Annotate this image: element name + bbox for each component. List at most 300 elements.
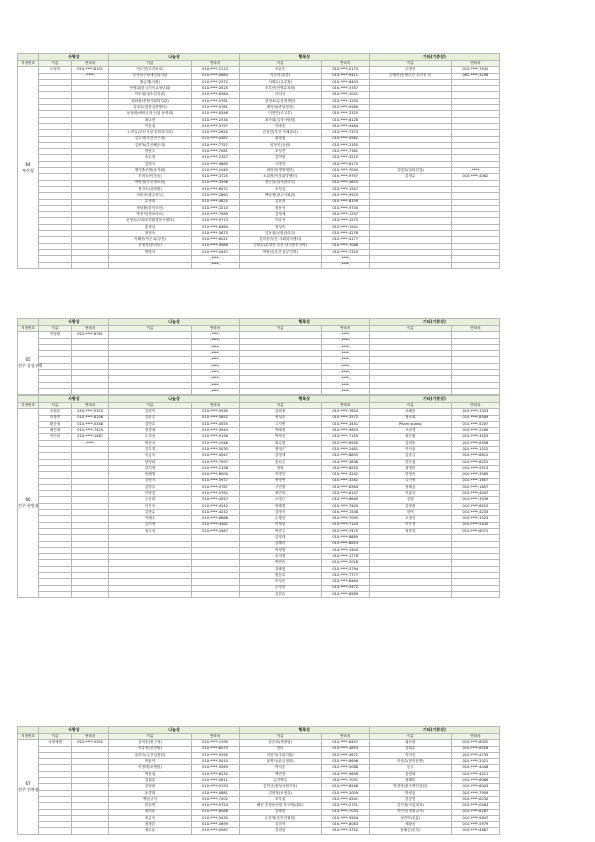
contact-cell [451, 262, 499, 268]
category-header: 나눔상 [109, 727, 239, 734]
contact-cell: 010-****-3725 [191, 174, 239, 180]
contact-cell: 010-****-5442 [451, 522, 499, 528]
contact-cell: 010-****-3525 [451, 434, 499, 440]
contact-cell: 010-****-3210 [321, 155, 369, 161]
contact-cell: 010-****-5035 [191, 447, 239, 453]
contact-cell: 010-****-3210 [191, 205, 239, 211]
name-cell: 유정희 [109, 199, 191, 205]
contact-cell: 010-****-2863 [191, 193, 239, 199]
name-cell [369, 388, 451, 394]
contact-cell: -****- [191, 370, 239, 376]
contact-cell: 010-****-2572 [191, 79, 239, 85]
name-cell [39, 388, 72, 394]
name-cell: 한상미 [39, 415, 72, 421]
contact-cell: 010-****-8812 [451, 453, 499, 459]
section-number: 64 [25, 161, 31, 167]
contact-cell: 010-****-3672 [321, 752, 369, 758]
name-cell: 박종석(정보의료) [109, 212, 191, 218]
contact-cell [191, 591, 239, 597]
name-cell: 이도연(주간보호) [109, 67, 191, 73]
contact-cell: -****- [191, 338, 239, 344]
contact-cell: 010-****-5787 [321, 86, 369, 92]
contact-cell: 010-****-1776 [321, 554, 369, 560]
contact-cell: 010-****-2357 [191, 155, 239, 161]
name-cell: 김미숙 [369, 440, 451, 446]
name-cell: 이동섭 [109, 123, 191, 129]
contact-cell: -****- [191, 388, 239, 394]
contact-cell: 010-****-6384 [191, 224, 239, 230]
category-header: 기타(기증상) [369, 727, 499, 734]
contact-cell: -****- [321, 370, 369, 376]
contact-cell: 010-****-5811 [191, 778, 239, 784]
contact-cell: 010-****-9713 [191, 218, 239, 224]
contact-cell: 010-****-8649 [321, 497, 369, 503]
name-cell: 김종수 [109, 510, 191, 516]
contact-cell: -****- [191, 351, 239, 357]
name-cell: 이찬지(주임지원) [239, 752, 321, 758]
name-cell: 조부산(선명유치원) [239, 86, 321, 92]
contact-cell: 010-****-8888 [191, 516, 239, 522]
name-cell: 조혜순 [369, 409, 451, 415]
contact-cell: 010-****-7777 [321, 573, 369, 579]
contact-cell: 010-****-2260 [451, 428, 499, 434]
table-row [18, 591, 500, 597]
contact-cell: 010-****-7040 [321, 168, 369, 174]
name-cell: 나기영 [369, 478, 451, 484]
contact-cell: -****- [321, 382, 369, 388]
contact-cell: 010-****-1040 [191, 168, 239, 174]
name-cell: 정소희 [369, 415, 451, 421]
name-cell: 강지영 [109, 465, 191, 471]
name-cell: 서은숙 [109, 503, 191, 509]
name-cell: 송정자(중리동) [109, 243, 191, 249]
name-cell: 정영미 [369, 465, 451, 471]
contact-cell: 010-****-8000 [191, 472, 239, 478]
contact-cell: 010-****-6584 [191, 92, 239, 98]
table-row [18, 828, 500, 834]
contact-cell: 010-****-7374 [321, 130, 369, 136]
contact-cell: -****- [321, 357, 369, 363]
contact-cell: 010-****-7033 [321, 809, 369, 815]
contact-cell: 010-****-4555 [191, 421, 239, 427]
name-cell: 최가희(실지사랑원) [239, 117, 321, 123]
contact-cell: 010-****-6230 [451, 796, 499, 802]
name-cell: 김행선(동행부산 부산진구) [369, 73, 451, 79]
contact-cell: 010-****-8206 [71, 415, 109, 421]
name-cell: 배은희 [39, 428, 72, 434]
column-header: 연락처 [71, 734, 109, 740]
section-number: 67 [25, 781, 31, 787]
section-label [18, 67, 39, 269]
name-cell: 백남규석 [109, 796, 191, 802]
contact-cell: -****- [191, 256, 239, 262]
contact-cell: 010-****-7440 [321, 503, 369, 509]
contact-cell: 010-****-7095 [321, 516, 369, 522]
contact-cell: 010-****-3242 [321, 472, 369, 478]
name-cell: 조우섭 [239, 796, 321, 802]
section-region: 전주 진북점 [18, 787, 39, 793]
name-cell: 손행선 [239, 516, 321, 522]
contact-cell: 010-****-3565 [451, 472, 499, 478]
contact-cell: 010-****-5847 [451, 815, 499, 821]
contact-cell: 010-****-7202 [191, 796, 239, 802]
contact-cell: 010-****-1257 [321, 212, 369, 218]
name-cell: 백남정(광주사회관) [239, 193, 321, 199]
contact-cell: 010-****-8855 [321, 453, 369, 459]
category-header: 나눔상 [109, 54, 239, 61]
contact-cell: -****- [191, 376, 239, 382]
contact-cell: 010-****-5310 [71, 409, 109, 415]
name-cell: 박영정(부산정보원) [109, 180, 191, 186]
column-header: 연락처 [71, 403, 109, 409]
contact-cell: 010-****-8083 [321, 822, 369, 828]
name-cell: 김영기 [109, 478, 191, 484]
name-cell: 황금례(서원) [109, 79, 191, 85]
name-cell: 김영식 [239, 510, 321, 516]
name-cell: 김정수 [369, 174, 451, 180]
category-header: 행복상 [239, 396, 369, 403]
name-cell: 이유석 [239, 218, 321, 224]
contact-cell: 010-****-7475 [321, 528, 369, 534]
name-cell: 김영정(조정실) [239, 790, 321, 796]
contact-cell: 010-****-4487 [191, 528, 239, 534]
contact-cell: 010-****-8066 [451, 778, 499, 784]
column-header: 이름 [39, 403, 72, 409]
name-cell: 원은환 [369, 434, 451, 440]
contact-cell: 010-****-3797 [191, 123, 239, 129]
contact-cell: 010-****-2751 [321, 803, 369, 809]
column-header: 연락처 [321, 403, 369, 409]
contact-cell: 010-****-1250 [321, 98, 369, 104]
column-header: 이름 [109, 326, 191, 332]
name-cell: 이혜주 [109, 516, 191, 522]
name-cell: 정수윤 [109, 828, 191, 834]
contact-cell: 010-****-4986 [191, 243, 239, 249]
name-cell: 해신 후정동선원 학구택(대표) [239, 803, 321, 809]
category-header [18, 396, 39, 403]
contact-cell: 010-****-7425 [71, 428, 109, 434]
name-cell: 송수현 [109, 155, 191, 161]
contact-cell: 010-****-8339 [321, 199, 369, 205]
column-header: 연락처 [71, 326, 109, 332]
column-header: 연락처 [191, 326, 239, 332]
section-region: 전주 한빛청 [18, 503, 39, 509]
name-cell: 오정선 [369, 516, 451, 522]
column-header: 이름 [239, 326, 321, 332]
contact-cell: 010-****-1547 [321, 186, 369, 192]
name-cell: 김문주 [109, 415, 191, 421]
contact-cell: 010-****-8453 [321, 79, 369, 85]
name-cell [369, 591, 451, 597]
contact-cell: 010-****-4233 [451, 510, 499, 516]
column-header: 연락처 [191, 403, 239, 409]
name-cell [239, 262, 321, 268]
contact-cell: 010-****-8072 [451, 528, 499, 534]
contact-cell: 010-****-7381 [321, 149, 369, 155]
category-header: 사랑상 [39, 319, 109, 326]
roster-section [17, 395, 500, 598]
contact-cell: 010-****-5875 [191, 231, 239, 237]
contact-cell: 010-****-1487 [71, 434, 109, 440]
roster-table [17, 53, 500, 269]
name-cell: 이다인 [369, 752, 451, 758]
contact-cell: 010-****-0087 [191, 828, 239, 834]
contact-cell: 010-****-5513 [451, 465, 499, 471]
contact-cell: 010-****-4853 [321, 746, 369, 752]
contact-cell: 010-****-5930 [191, 409, 239, 415]
contact-cell: 010-****-8147 [321, 491, 369, 497]
contact-cell: 010-****-8232 [191, 771, 239, 777]
column-header: 지정번호 [18, 403, 39, 409]
contact-cell: 010-****-3539 [451, 497, 499, 503]
name-cell: 이유정(진장원) [109, 746, 191, 752]
contact-cell: 010-****-9290 [191, 752, 239, 758]
contact-cell: 010-****-1548 [321, 510, 369, 516]
name-cell: 김현수 [239, 591, 321, 597]
contact-cell: 010-****-3569 [191, 765, 239, 771]
name-cell [109, 591, 191, 597]
name-cell: 수전백주 [239, 778, 321, 784]
contact-cell: 010-****-8515 [451, 503, 499, 509]
name-cell: 오영숙 [39, 67, 72, 73]
contact-cell: 010-****-0881 [191, 790, 239, 796]
name-cell: 김윤복 [239, 199, 321, 205]
name-cell: 주영신 [369, 67, 451, 73]
column-header: 연락처 [451, 734, 499, 740]
name-cell: 이은경 [369, 522, 451, 528]
contact-cell: 010-****-7145 [321, 522, 369, 528]
category-header: 나눔상 [109, 396, 239, 403]
section-region: 부산청 [22, 167, 34, 173]
column-header: 이름 [39, 734, 72, 740]
contact-cell: 010-****-3596 [191, 180, 239, 186]
name-cell: 최수영 [239, 440, 321, 446]
column-header: 연락처 [451, 403, 499, 409]
contact-cell: 010-****-9411 [321, 73, 369, 79]
contact-cell: -****- [321, 376, 369, 382]
name-cell: 정영숙 [109, 231, 191, 237]
category-header: 행복상 [239, 319, 369, 326]
contact-cell [451, 388, 499, 394]
contact-cell: 010-****-4448 [451, 765, 499, 771]
column-header: 연락처 [451, 326, 499, 332]
contact-cell: 010-****-2355 [321, 142, 369, 148]
contact-cell [71, 262, 109, 268]
name-cell: 한승희(재정팀) [239, 740, 321, 746]
name-cell: 윤혜승(본부) [369, 828, 451, 834]
name-cell: 한여 [369, 510, 451, 516]
name-cell: 김정수(청풍실종센터) [109, 105, 191, 111]
contact-cell: 010-****-8555 [321, 465, 369, 471]
contact-cell: 010-****-5794 [321, 566, 369, 572]
contact-cell: 010-****-3944 [191, 428, 239, 434]
name-cell: 정정본 [109, 822, 191, 828]
contact-cell: 010-****-6472 [191, 186, 239, 192]
name-cell: 성민아(본분) [369, 815, 451, 821]
name-cell: 양영희 [109, 459, 191, 465]
roster-section [17, 318, 500, 395]
name-cell: 정남환(한진조선) [109, 205, 191, 211]
contact-cell: -****- [321, 256, 369, 262]
name-cell: 김영애 [239, 453, 321, 459]
name-cell: 한승연 [109, 803, 191, 809]
contact-cell: 010-****-5430 [191, 815, 239, 821]
name-cell: 조원준 [39, 409, 72, 415]
contact-cell: 010-****-6128 [321, 117, 369, 123]
name-cell: 박윤이 [109, 759, 191, 765]
name-cell: 이정택(포엠팀) [109, 765, 191, 771]
contact-cell: -****- [321, 332, 369, 338]
contact-cell: 010-****-9724 [191, 803, 239, 809]
name-cell: 김희정 [239, 409, 321, 415]
table-row [18, 262, 500, 268]
contact-cell: 010-****-4047 [191, 453, 239, 459]
section-label [18, 740, 39, 834]
contact-cell: 010-****-8548 [321, 784, 369, 790]
name-cell: 청곤준(복지관리부) [239, 180, 321, 186]
column-header: 이름 [109, 734, 191, 740]
contact-cell [71, 828, 109, 834]
column-header: 지정번호 [18, 326, 39, 332]
name-cell: 박정선 [239, 434, 321, 440]
name-cell: 동주 [369, 765, 451, 771]
category-header: 사랑상 [39, 54, 109, 61]
contact-cell: -****- [451, 168, 499, 174]
name-cell [39, 828, 72, 834]
contact-cell: 010-****-8653 [321, 541, 369, 547]
name-cell: 최미하(생명재단) [239, 168, 321, 174]
column-header: 이름 [39, 326, 72, 332]
contact-cell: 010-****-8088 [191, 809, 239, 815]
contact-cell: 010-****-4462 [191, 522, 239, 528]
contact-cell: 010-****-4887 [451, 828, 499, 834]
name-cell: 현티 [239, 746, 321, 752]
contact-cell: 010-****-4411 [451, 771, 499, 777]
contact-cell: -****- [321, 262, 369, 268]
contact-cell: -****- [191, 363, 239, 369]
section-label [18, 332, 43, 395]
name-cell: 문영숙(모희보건환경봉사센터) [109, 218, 191, 224]
name-cell: 한은섭 [369, 459, 451, 465]
name-cell: 김희수 [369, 746, 451, 752]
contact-cell: 010-****-2620 [191, 130, 239, 136]
name-cell: 최나현 [109, 117, 191, 123]
column-header: 이름 [109, 61, 191, 67]
name-cell: 지은미(울릉) [239, 73, 321, 79]
roster-section [17, 53, 500, 269]
category-header: 행복상 [239, 54, 369, 61]
contact-cell: 010-****-1657 [451, 478, 499, 484]
name-cell: 조성실 [239, 186, 321, 192]
name-cell: 임상인(공원) [239, 142, 321, 148]
contact-cell: 010-****-2173 [321, 67, 369, 73]
column-header: 이름 [369, 734, 451, 740]
contact-cell: 010-****-8564 [321, 484, 369, 490]
contact-cell: 010-****-8052 [451, 740, 499, 746]
column-header: 이름 [369, 61, 451, 67]
contact-cell: -****- [191, 332, 239, 338]
column-header: 지정번호 [18, 734, 39, 740]
contact-cell: 010-****-4047 [451, 491, 499, 497]
contact-cell: 010-****-7997 [191, 459, 239, 465]
column-header: 이름 [239, 61, 321, 67]
contact-cell: 010-****-7624 [321, 409, 369, 415]
column-header: 이름 [369, 403, 451, 409]
contact-cell: -****- [191, 357, 239, 363]
name-cell: 이이선 [39, 434, 72, 440]
name-cell [39, 591, 72, 597]
contact-cell: 010-****-4735 [451, 752, 499, 758]
contact-cell: -****- [321, 351, 369, 357]
name-cell: 김도현(부산진구청) [109, 136, 191, 142]
name-cell: 장태윤 [369, 484, 451, 490]
name-cell: 김영이 [109, 409, 191, 415]
contact-cell: 010-****-5207 [451, 421, 499, 427]
column-header: 이름 [109, 403, 191, 409]
name-cell: 김세정 [369, 503, 451, 509]
contact-cell: 010-****-3752 [321, 828, 369, 834]
contact-cell: 010-****-4387 [191, 136, 239, 142]
contact-cell: 010-****-7320 [321, 249, 369, 255]
name-cell: 김지애 [109, 522, 191, 528]
name-cell: 박지순 [239, 765, 321, 771]
contact-cell: 010-****-5348 [71, 421, 109, 427]
name-cell: 박영석 [109, 249, 191, 255]
contact-cell: 010-****-5584 [321, 815, 369, 821]
category-header: 사랑상 [39, 396, 109, 403]
name-cell [109, 262, 191, 268]
name-cell: 오영근 [239, 497, 321, 503]
contact-cell: -****- [71, 73, 109, 79]
name-cell: 박혜정 [239, 428, 321, 434]
name-cell: 정영 [239, 465, 321, 471]
name-cell: 최민자 [239, 491, 321, 497]
contact-cell [71, 388, 109, 394]
name-cell: 박연숙 [239, 560, 321, 566]
name-cell: 최평섭 [239, 136, 321, 142]
name-cell: 최저윤 [109, 809, 191, 815]
contact-cell: 010-****-9885 [191, 161, 239, 167]
name-cell: 김엽 [369, 497, 451, 503]
name-cell: 이명인 [239, 472, 321, 478]
contact-cell: 010-****-3323 [451, 516, 499, 522]
contact-cell: 010-****-1190 [191, 740, 239, 746]
contact-cell: 010-****-9525 [321, 193, 369, 199]
contact-cell: 010-****-8528 [451, 746, 499, 752]
name-cell: 이민진(정원교사) [369, 809, 451, 815]
category-header: 행복상 [239, 727, 369, 734]
name-cell: 정주성 [109, 528, 191, 534]
name-cell: 김혜정 [239, 566, 321, 572]
name-cell: 박동섭 [109, 771, 191, 777]
name-cell: 서치곡 [239, 92, 321, 98]
name-cell: 정혜경 [239, 503, 321, 509]
name-cell: 노경숙 [109, 434, 191, 440]
name-cell: 김우경 [109, 447, 191, 453]
contact-cell: -****- [191, 262, 239, 268]
name-cell: 제석성(중앙성전) [239, 105, 321, 111]
contact-cell: 010-****-2009 [321, 790, 369, 796]
name-cell: 고명자 [239, 161, 321, 167]
contact-cell: 010-****-1404 [321, 547, 369, 553]
name-cell: 박용주 [109, 149, 191, 155]
contact-cell: 010-****-4242 [191, 503, 239, 509]
contact-cell: 010-****-0463 [451, 803, 499, 809]
contact-cell: 010-****-7155 [321, 434, 369, 440]
name-cell: 주승희 [109, 497, 191, 503]
name-cell: 이예진 [239, 123, 321, 129]
name-cell: 고지연 [239, 421, 321, 427]
